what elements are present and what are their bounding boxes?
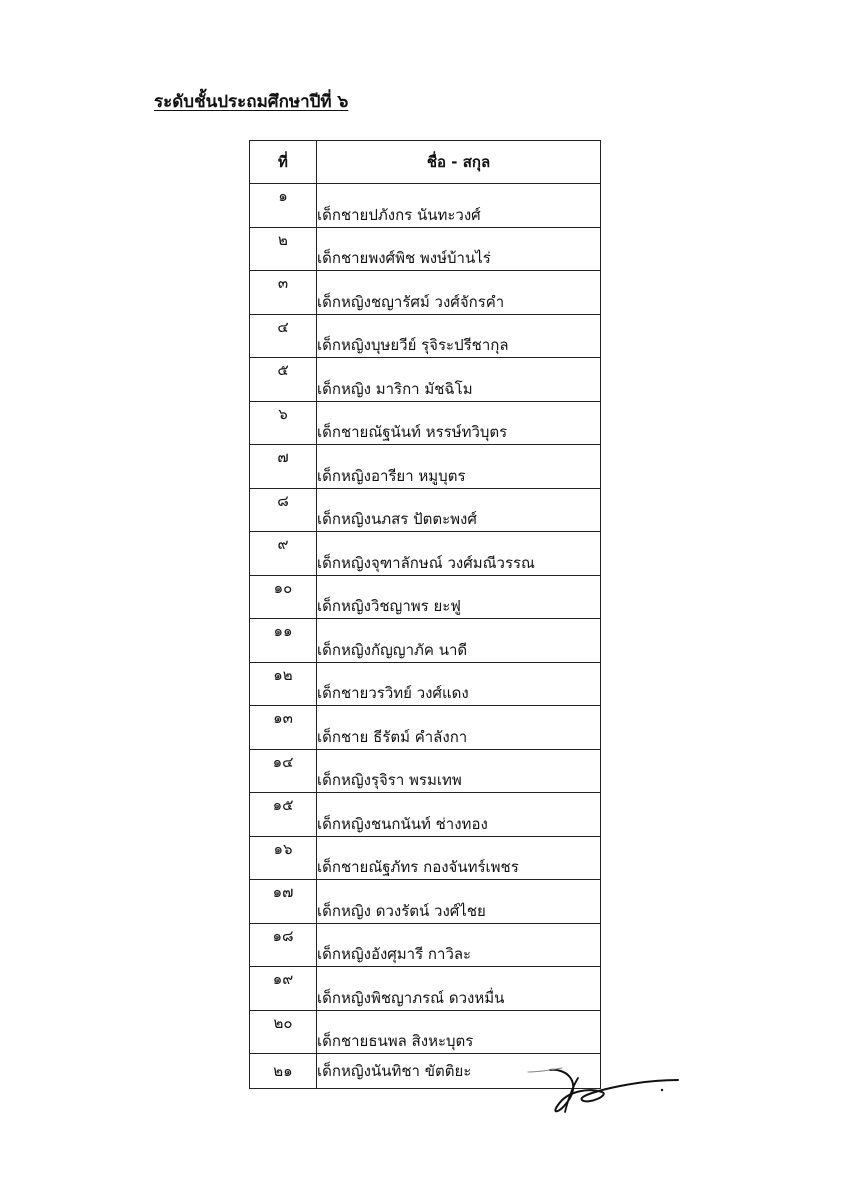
student-name: เด็กชายพงศ์พิช พงษ์บ้านไร่ bbox=[317, 227, 601, 271]
student-name: เด็กหญิง มาริกา มัชฉิโม bbox=[317, 358, 601, 402]
student-name: เด็กชาย ธีรัตม์ คำลังกา bbox=[317, 706, 601, 750]
row-number: ๙ bbox=[250, 532, 317, 576]
row-number: ๗ bbox=[250, 445, 317, 489]
table-row bbox=[250, 619, 601, 663]
row-number: ๑๑ bbox=[250, 619, 317, 663]
table-row bbox=[250, 706, 601, 750]
student-name: เด็กหญิงนันทิชา ขัตติยะ bbox=[317, 1054, 601, 1089]
row-number: ๘ bbox=[250, 488, 317, 532]
row-number: ๑๘ bbox=[250, 923, 317, 967]
table-row bbox=[250, 271, 601, 315]
table-row bbox=[250, 575, 601, 619]
student-name: เด็กชายณัฐภัทร กองจันทร์เพชร bbox=[317, 836, 601, 880]
column-header-no: ที่ bbox=[250, 141, 317, 184]
student-name: เด็กหญิงบุษยวีย์ รุจิระปรีชากุล bbox=[317, 314, 601, 358]
student-name: เด็กหญิงอังศุมารี กาวิละ bbox=[317, 923, 601, 967]
student-name: เด็กชายณัฐนันท์ หรรษ์ทวิบุตร bbox=[317, 401, 601, 445]
student-name: เด็กชายปภังกร นันทะวงศ์ bbox=[317, 184, 601, 228]
student-name: เด็กหญิงชญารัศม์ วงศ์จักรคำ bbox=[317, 271, 601, 315]
table-row bbox=[250, 488, 601, 532]
table-row bbox=[250, 967, 601, 1011]
table-row bbox=[250, 532, 601, 576]
table-row bbox=[250, 880, 601, 924]
row-number: ๒ bbox=[250, 227, 317, 271]
page-heading: ระดับชั้นประถมศึกษาปีที่ ๖ bbox=[154, 92, 349, 112]
student-name: เด็กชายวรวิทย์ วงศ์แดง bbox=[317, 662, 601, 706]
student-name: เด็กหญิงจุฑาลักษณ์ วงศ์มณีวรรณ bbox=[317, 532, 601, 576]
handwritten-signature bbox=[510, 1050, 690, 1125]
table-header-row bbox=[250, 141, 601, 184]
table-row bbox=[250, 793, 601, 837]
row-number: ๑๗ bbox=[250, 880, 317, 924]
student-name: เด็กหญิงพิชญาภรณ์ ดวงหมื่น bbox=[317, 967, 601, 1011]
column-header-name: ชื่อ - สกุล bbox=[317, 141, 601, 184]
row-number: ๕ bbox=[250, 358, 317, 402]
table-row bbox=[250, 923, 601, 967]
table-row bbox=[250, 662, 601, 706]
table-row bbox=[250, 184, 601, 228]
row-number: ๖ bbox=[250, 401, 317, 445]
student-name: เด็กหญิงชนกนันท์ ช่างทอง bbox=[317, 793, 601, 837]
student-name: เด็กหญิง ดวงรัตน์ วงศ์ไชย bbox=[317, 880, 601, 924]
table-row bbox=[250, 1010, 601, 1054]
table-row bbox=[250, 314, 601, 358]
student-name: เด็กหญิงรุจิรา พรมเทพ bbox=[317, 749, 601, 793]
row-number: ๑ bbox=[250, 184, 317, 228]
table-row bbox=[250, 445, 601, 489]
table-row bbox=[250, 358, 601, 402]
row-number: ๑๖ bbox=[250, 836, 317, 880]
student-name: เด็กหญิงวิชญาพร ยะฟู bbox=[317, 575, 601, 619]
row-number: ๑๙ bbox=[250, 967, 317, 1011]
table-row bbox=[250, 401, 601, 445]
row-number: ๑๐ bbox=[250, 575, 317, 619]
row-number: ๑๔ bbox=[250, 749, 317, 793]
row-number: ๒๐ bbox=[250, 1010, 317, 1054]
row-number: ๑๕ bbox=[250, 793, 317, 837]
row-number: ๑๒ bbox=[250, 662, 317, 706]
table-row bbox=[250, 749, 601, 793]
student-table bbox=[249, 140, 601, 1089]
row-number: ๓ bbox=[250, 271, 317, 315]
table-row bbox=[250, 836, 601, 880]
row-number: ๑๓ bbox=[250, 706, 317, 750]
row-number: ๔ bbox=[250, 314, 317, 358]
student-name: เด็กหญิงอารียา หมูบุตร bbox=[317, 445, 601, 489]
row-number: ๒๑ bbox=[250, 1054, 317, 1089]
table-row bbox=[250, 227, 601, 271]
student-name: เด็กชายธนพล สิงหะบุตร bbox=[317, 1010, 601, 1054]
student-name: เด็กหญิงนภสร ปัตตะพงศ์ bbox=[317, 488, 601, 532]
student-name: เด็กหญิงกัญญาภัค นาดี bbox=[317, 619, 601, 663]
